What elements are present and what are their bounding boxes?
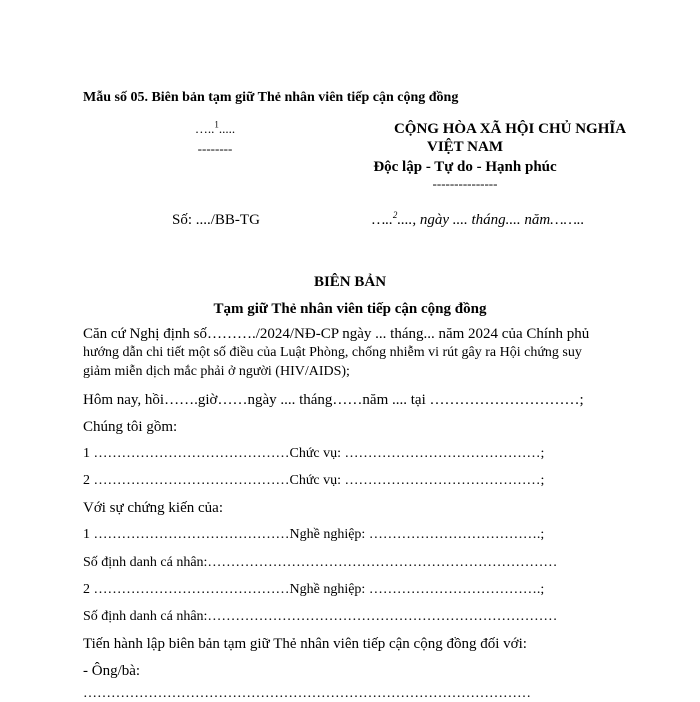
- basis-line-3: giảm miễn dịch mắc phải ở người (HIV/AIDS);: [83, 364, 350, 379]
- member-2: 2 ……………………………………Chức vụ: ……………………………………;: [83, 473, 545, 488]
- person-label: - Ông/bà:: [83, 663, 141, 679]
- date-prefix: …..: [372, 212, 393, 228]
- agency-suffix: .....: [218, 121, 236, 136]
- agency-prefix: …..: [194, 121, 215, 136]
- today-line: Hôm nay, hồi…….giờ……ngày .... tháng……năm .... tại …………………………;: [83, 392, 584, 408]
- document-title: BIÊN BẢN: [313, 274, 387, 290]
- proceed-line: Tiến hành lập biên bản tạm giữ Thẻ nhân viên tiếp cận cộng đồng đối với:: [83, 636, 527, 652]
- document-date: [372, 212, 584, 229]
- national-motto: Độc lập - Tự do - Hạnh phúc: [373, 159, 557, 175]
- date-suffix: ...., ngày .... tháng.... năm……..: [397, 212, 585, 228]
- basis-line-2: hướng dẫn chi tiết một số điều của Luật Phòng, chống nhiễm vi rút gây ra Hội chứng suy: [83, 345, 582, 360]
- national-title-line1: CỘNG HÒA XÃ HỘI CHỦ NGHĨA: [393, 121, 627, 137]
- motto-dash: ---------------: [432, 176, 498, 191]
- person-dots: ……………………………………………………………………………………: [83, 686, 531, 701]
- witness-2-id: Số định danh cá nhân:…………………………………………………………………: [83, 609, 558, 624]
- we-include: Chúng tôi gồm:: [83, 419, 178, 435]
- witness-1: 1 ……………………………………Nghề nghiệp: ……………………………….;: [83, 527, 545, 542]
- agency-dash: --------: [197, 141, 233, 156]
- document-subtitle: Tạm giữ Thẻ nhân viên tiếp cận cộng đồng: [213, 301, 487, 317]
- national-title-line2: VIỆT NAM: [427, 139, 503, 155]
- basis-line-1: Căn cứ Nghị định số………./2024/NĐ-CP ngày ... tháng... năm 2024 của Chính phủ: [83, 326, 590, 342]
- agency-placeholder: [150, 121, 280, 137]
- witness-intro: Với sự chứng kiến của:: [83, 500, 223, 516]
- member-1: 1 ……………………………………Chức vụ: ……………………………………;: [83, 446, 545, 461]
- footnote-1: 1: [214, 119, 219, 130]
- footnote-2: 2: [392, 210, 398, 220]
- witness-2: 2 ……………………………………Nghề nghiệp: ……………………………….;: [83, 582, 545, 597]
- document-number: Số: ..../BB-TG: [172, 212, 260, 228]
- form-title: Mẫu số 05. Biên bản tạm giữ Thẻ nhân viên tiếp cận cộng đồng: [83, 90, 459, 105]
- witness-1-id: Số định danh cá nhân:…………………………………………………………………: [83, 555, 558, 570]
